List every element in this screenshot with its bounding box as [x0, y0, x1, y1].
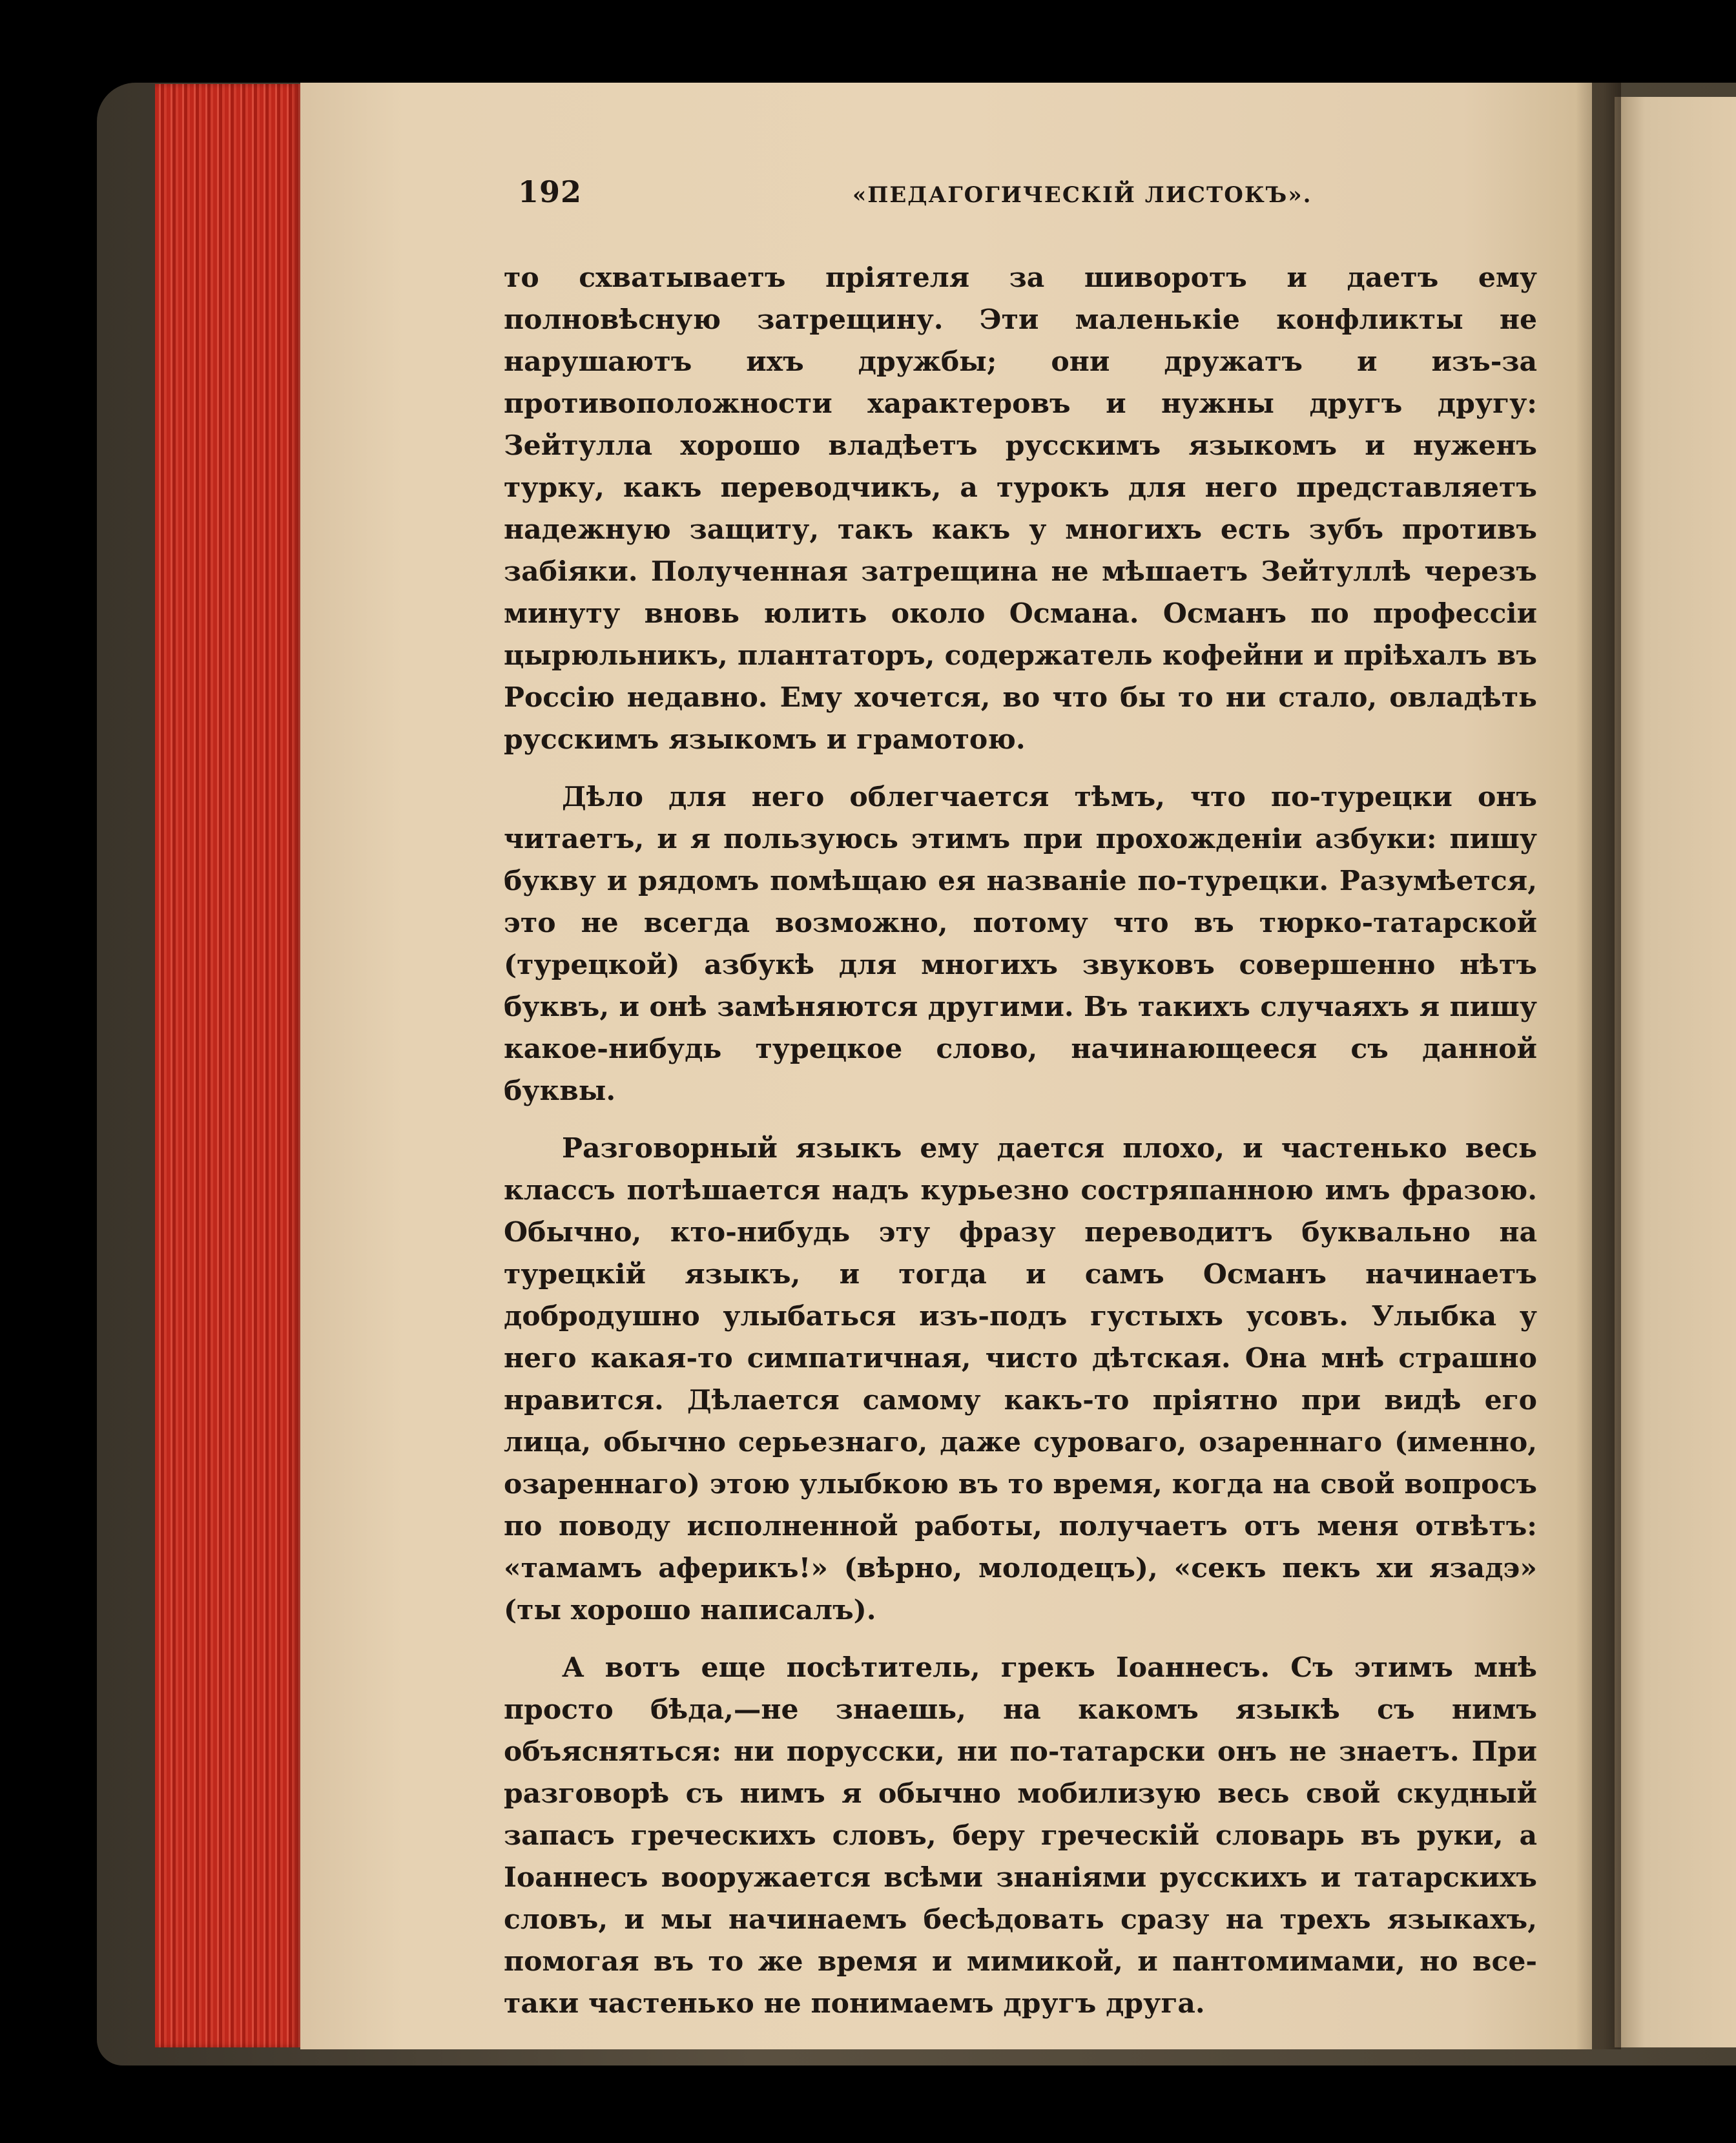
- paragraph-4: А вотъ еще посѣтитель, грекъ Іоаннесъ. Съ этимъ мнѣ просто бѣда,—не знаешь, на какомъ языкѣ съ нимъ объясняться: ни порусски, ни по-татарски онъ не знаетъ. При разговорѣ съ нимъ я обычно мобилизую весь свой скудный запасъ греческихъ словъ, беру греческій словарь въ руки, а Іоаннесъ вооружается всѣми знаніями русскихъ и татарскихъ словъ, и мы начинаемъ бесѣдовать сразу на трехъ языкахъ, помогая въ то же время и мимикой, и пантомимами, но все-таки частенько не понимаемъ другъ друга.: [504, 1651, 1537, 2020]
- page-content: [504, 174, 1537, 2040]
- page-header: [504, 174, 1537, 226]
- page-gutter-shadow: [1576, 83, 1621, 2049]
- red-page-edges: [155, 84, 300, 2047]
- next-page-edge: [1615, 97, 1736, 2047]
- paragraph-1: то схватываетъ пріятеля за шиворотъ и даетъ ему полновѣсную затрещину. Эти маленькіе конфликты не нарушаютъ ихъ дружбы; они дружатъ и изъ-за противоположности характеровъ и нужны другъ другу: Зейтулла хорошо владѣетъ русскимъ языкомъ и нуженъ турку, какъ переводчикъ, а турокъ для него представляетъ надежную защиту, такъ какъ у многихъ есть зубъ противъ забіяки. Полученная затрещина не мѣшаетъ Зейтуллѣ черезъ минуту вновь юлить около Османа. Османъ по профессіи цырюльникъ, плантаторъ, содержатель кофейни и пріѣхалъ въ Россію недавно. Ему хочется, во что бы то ни стало, овладѣть русскимъ языкомъ и грамотою.: [504, 262, 1537, 756]
- page-number: 192: [518, 174, 583, 209]
- paragraph-3: Разговорный языкъ ему дается плохо, и частенько весь классъ потѣшается надъ курьезно состряпанною имъ фразою. Обычно, кто-нибудь эту фразу переводитъ буквально на турецкій языкъ, и тогда и самъ Османъ начинаетъ добродушно улыбаться изъ-подъ густыхъ усовъ. Улыбка у него какая-то симпатичная, чисто дѣтская. Она мнѣ страшно нравится. Дѣлается самому какъ-то пріятно при видѣ его лица, обычно серьезнаго, даже суроваго, озареннаго (именно, озареннаго) этою улыбкою въ то время, когда на свой вопросъ по поводу исполненной работы, получаетъ отъ меня отвѣтъ: «тамамъ аферикъ!» (вѣрно, молодецъ), «секъ пекъ хи язадэ» (ты хорошо написалъ).: [504, 1132, 1537, 1626]
- running-head: «ПЕДАГОГИЧЕСКІЙ ЛИСТОКЪ».: [852, 182, 1312, 208]
- paragraph-2: Дѣло для него облегчается тѣмъ, что по-турецки онъ читаетъ, и я пользуюсь этимъ при прохожденіи азбуки: пишу букву и рядомъ помѣщаю ея названіе по-турецки. Разумѣется, это не всегда возможно, потому что въ тюрко-татарской (турецкой) азбукѣ для многихъ звуковъ совершенно нѣтъ буквъ, и онѣ замѣняются другими. Въ такихъ случаяхъ я пишу какое-нибудь турецкое слово, начинающееся съ данной буквы.: [504, 781, 1537, 1107]
